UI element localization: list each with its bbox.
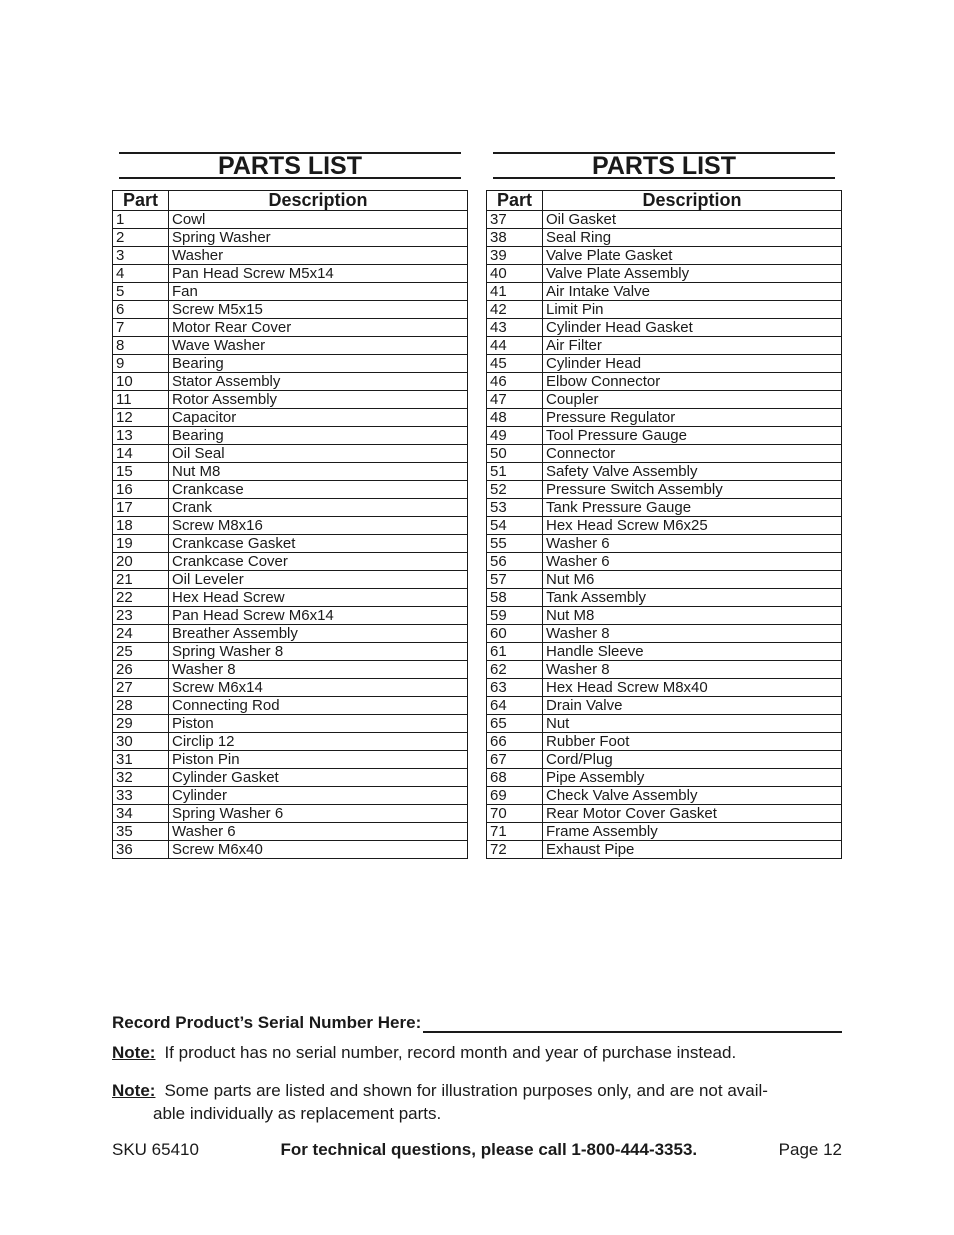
part-number: 54 (487, 517, 543, 535)
table-row (487, 301, 842, 319)
part-description: Cowl (169, 211, 468, 229)
part-number: 59 (487, 607, 543, 625)
part-number: 23 (113, 607, 169, 625)
table-row (487, 589, 842, 607)
note-parts (112, 1079, 842, 1125)
part-description: Elbow Connector (543, 373, 842, 391)
part-number: 9 (113, 355, 169, 373)
part-number: 68 (487, 769, 543, 787)
part-description: Nut M6 (543, 571, 842, 589)
part-description: Screw M5x15 (169, 301, 468, 319)
part-description: Coupler (543, 391, 842, 409)
table-row (113, 445, 468, 463)
table-row (487, 355, 842, 373)
part-description: Spring Washer (169, 229, 468, 247)
tech-support-line: For technical questions, please call 1-800-444-3353. (280, 1140, 698, 1159)
part-number: 60 (487, 625, 543, 643)
table-row (113, 481, 468, 499)
part-number: 45 (487, 355, 543, 373)
part-description: Tank Assembly (543, 589, 842, 607)
part-description: Connector (543, 445, 842, 463)
part-number: 62 (487, 661, 543, 679)
part-number: 24 (113, 625, 169, 643)
part-number: 2 (113, 229, 169, 247)
part-description: Screw M6x14 (169, 679, 468, 697)
part-number: 34 (113, 805, 169, 823)
part-number: 72 (487, 841, 543, 859)
part-description: Valve Plate Gasket (543, 247, 842, 265)
table-row (113, 409, 468, 427)
part-description: Washer 8 (169, 661, 468, 679)
part-number: 33 (113, 787, 169, 805)
table-row (113, 805, 468, 823)
table-row (487, 247, 842, 265)
table-row (113, 229, 468, 247)
part-description: Cylinder Head (543, 355, 842, 373)
part-number: 17 (113, 499, 169, 517)
part-number: 46 (487, 373, 543, 391)
table-row (113, 715, 468, 733)
serial-number-record (112, 1013, 842, 1033)
part-number: 30 (113, 733, 169, 751)
part-number: 35 (113, 823, 169, 841)
description-column-header: Description (543, 191, 842, 211)
part-number: 69 (487, 787, 543, 805)
parts-list-title: PARTS LIST (119, 152, 461, 179)
part-description: Cylinder (169, 787, 468, 805)
part-number: 57 (487, 571, 543, 589)
table-row (487, 625, 842, 643)
part-description: Pressure Switch Assembly (543, 481, 842, 499)
table-row (113, 283, 468, 301)
part-number: 5 (113, 283, 169, 301)
part-description: Wave Washer (169, 337, 468, 355)
table-row (487, 607, 842, 625)
part-description: Handle Sleeve (543, 643, 842, 661)
part-description: Pan Head Screw M6x14 (169, 607, 468, 625)
part-description: Fan (169, 283, 468, 301)
table-row (487, 445, 842, 463)
part-description: Oil Seal (169, 445, 468, 463)
table-row (113, 265, 468, 283)
part-number: 12 (113, 409, 169, 427)
part-number: 71 (487, 823, 543, 841)
part-number: 47 (487, 391, 543, 409)
table-row (113, 589, 468, 607)
table-row (487, 841, 842, 859)
part-number: 58 (487, 589, 543, 607)
table-row (487, 517, 842, 535)
note-label: Note: (112, 1043, 156, 1062)
part-description: Spring Washer 6 (169, 805, 468, 823)
table-row (113, 769, 468, 787)
part-number: 52 (487, 481, 543, 499)
parts-list-left (112, 152, 468, 859)
part-number: 29 (113, 715, 169, 733)
part-number: 63 (487, 679, 543, 697)
part-description: Tank Pressure Gauge (543, 499, 842, 517)
part-description: Cylinder Head Gasket (543, 319, 842, 337)
part-description: Washer (169, 247, 468, 265)
part-number: 53 (487, 499, 543, 517)
part-number: 10 (113, 373, 169, 391)
page-footer (112, 1140, 842, 1160)
part-description: Air Filter (543, 337, 842, 355)
part-description: Limit Pin (543, 301, 842, 319)
part-description: Pressure Regulator (543, 409, 842, 427)
table-row (113, 301, 468, 319)
table-row (113, 211, 468, 229)
part-number: 19 (113, 535, 169, 553)
table-row (113, 319, 468, 337)
part-number: 22 (113, 589, 169, 607)
part-description: Rotor Assembly (169, 391, 468, 409)
part-number: 27 (113, 679, 169, 697)
part-description: Washer 6 (169, 823, 468, 841)
table-row (487, 283, 842, 301)
part-number: 21 (113, 571, 169, 589)
part-description: Crankcase (169, 481, 468, 499)
table-row (113, 607, 468, 625)
part-number: 28 (113, 697, 169, 715)
table-row (487, 787, 842, 805)
note-serial (112, 1043, 842, 1063)
part-description: Washer 6 (543, 535, 842, 553)
table-row (113, 553, 468, 571)
description-column-header: Description (169, 191, 468, 211)
part-description: Connecting Rod (169, 697, 468, 715)
table-row (113, 625, 468, 643)
part-number: 1 (113, 211, 169, 229)
part-number: 32 (113, 769, 169, 787)
part-number: 4 (113, 265, 169, 283)
table-row (487, 391, 842, 409)
part-description: Exhaust Pipe (543, 841, 842, 859)
part-number: 51 (487, 463, 543, 481)
part-description: Pipe Assembly (543, 769, 842, 787)
part-description: Crank (169, 499, 468, 517)
part-number: 31 (113, 751, 169, 769)
part-description: Pan Head Screw M5x14 (169, 265, 468, 283)
part-number: 25 (113, 643, 169, 661)
part-number: 14 (113, 445, 169, 463)
table-row (487, 715, 842, 733)
note-text-continued: able individually as replacement parts. (153, 1104, 442, 1123)
table-row (113, 247, 468, 265)
part-description: Drain Valve (543, 697, 842, 715)
part-description: Seal Ring (543, 229, 842, 247)
part-number: 56 (487, 553, 543, 571)
part-number: 61 (487, 643, 543, 661)
serial-number-line (423, 1013, 842, 1033)
table-row (487, 769, 842, 787)
table-row (487, 481, 842, 499)
table-row (113, 841, 468, 859)
serial-number-label: Record Product’s Serial Number Here: (112, 1013, 422, 1032)
part-column-header: Part (113, 191, 169, 211)
table-header-row (487, 191, 842, 211)
part-number: 8 (113, 337, 169, 355)
part-description: Nut M8 (169, 463, 468, 481)
part-number: 20 (113, 553, 169, 571)
part-description: Washer 8 (543, 661, 842, 679)
table-row (487, 679, 842, 697)
table-row (487, 319, 842, 337)
part-number: 26 (113, 661, 169, 679)
table-row (113, 787, 468, 805)
parts-table-right (486, 190, 842, 859)
part-description: Hex Head Screw (169, 589, 468, 607)
sku-number: SKU 65410 (112, 1140, 199, 1159)
part-description: Nut M8 (543, 607, 842, 625)
table-row (113, 337, 468, 355)
part-description: Hex Head Screw M6x25 (543, 517, 842, 535)
part-number: 37 (487, 211, 543, 229)
table-row (113, 823, 468, 841)
part-description: Piston (169, 715, 468, 733)
part-description: Washer 6 (543, 553, 842, 571)
table-row (487, 265, 842, 283)
table-row (113, 751, 468, 769)
part-description: Rubber Foot (543, 733, 842, 751)
table-row (487, 211, 842, 229)
part-number: 67 (487, 751, 543, 769)
table-row (113, 355, 468, 373)
part-number: 38 (487, 229, 543, 247)
note-text: Some parts are listed and shown for illustration purposes only, and are not avail- (164, 1081, 768, 1100)
table-row (113, 571, 468, 589)
note-text: If product has no serial number, record month and year of purchase instead. (164, 1043, 737, 1062)
part-description: Bearing (169, 427, 468, 445)
table-row (487, 535, 842, 553)
part-number: 66 (487, 733, 543, 751)
part-number: 18 (113, 517, 169, 535)
table-row (487, 805, 842, 823)
note-label: Note: (112, 1081, 156, 1100)
parts-list-title: PARTS LIST (493, 152, 835, 179)
part-column-header: Part (487, 191, 543, 211)
table-row (113, 535, 468, 553)
part-description: Screw M6x40 (169, 841, 468, 859)
table-row (487, 733, 842, 751)
part-number: 43 (487, 319, 543, 337)
part-number: 3 (113, 247, 169, 265)
part-description: Hex Head Screw M8x40 (543, 679, 842, 697)
table-row (487, 427, 842, 445)
table-row (113, 391, 468, 409)
part-description: Piston Pin (169, 751, 468, 769)
part-number: 55 (487, 535, 543, 553)
table-row (113, 499, 468, 517)
parts-table-body (487, 211, 842, 859)
part-number: 50 (487, 445, 543, 463)
part-description: Tool Pressure Gauge (543, 427, 842, 445)
part-number: 6 (113, 301, 169, 319)
part-number: 11 (113, 391, 169, 409)
part-description: Capacitor (169, 409, 468, 427)
part-description: Breather Assembly (169, 625, 468, 643)
part-description: Screw M8x16 (169, 517, 468, 535)
part-number: 44 (487, 337, 543, 355)
part-description: Cylinder Gasket (169, 769, 468, 787)
parts-table-body (113, 211, 468, 859)
parts-list-right (486, 152, 842, 859)
part-number: 42 (487, 301, 543, 319)
table-row (113, 697, 468, 715)
table-row (113, 679, 468, 697)
page-number: Page 12 (778, 1140, 842, 1159)
table-row (113, 517, 468, 535)
table-row (113, 643, 468, 661)
table-row (487, 697, 842, 715)
part-description: Crankcase Gasket (169, 535, 468, 553)
table-row (487, 643, 842, 661)
part-description: Crankcase Cover (169, 553, 468, 571)
table-row (113, 733, 468, 751)
table-row (487, 373, 842, 391)
part-description: Air Intake Valve (543, 283, 842, 301)
table-row (487, 571, 842, 589)
table-row (487, 463, 842, 481)
part-description: Rear Motor Cover Gasket (543, 805, 842, 823)
part-number: 36 (113, 841, 169, 859)
table-row (113, 427, 468, 445)
part-description: Safety Valve Assembly (543, 463, 842, 481)
table-header-row (113, 191, 468, 211)
part-number: 7 (113, 319, 169, 337)
part-description: Nut (543, 715, 842, 733)
table-row (487, 499, 842, 517)
part-number: 41 (487, 283, 543, 301)
part-description: Washer 8 (543, 625, 842, 643)
parts-table-left (112, 190, 468, 859)
part-number: 13 (113, 427, 169, 445)
part-description: Valve Plate Assembly (543, 265, 842, 283)
part-description: Motor Rear Cover (169, 319, 468, 337)
table-row (487, 553, 842, 571)
part-description: Stator Assembly (169, 373, 468, 391)
part-description: Spring Washer 8 (169, 643, 468, 661)
part-number: 64 (487, 697, 543, 715)
table-row (113, 373, 468, 391)
table-row (487, 337, 842, 355)
part-description: Cord/Plug (543, 751, 842, 769)
part-description: Oil Gasket (543, 211, 842, 229)
part-description: Oil Leveler (169, 571, 468, 589)
part-number: 65 (487, 715, 543, 733)
part-number: 40 (487, 265, 543, 283)
table-row (113, 463, 468, 481)
part-number: 48 (487, 409, 543, 427)
part-number: 16 (113, 481, 169, 499)
part-description: Frame Assembly (543, 823, 842, 841)
part-number: 70 (487, 805, 543, 823)
table-row (487, 823, 842, 841)
table-row (487, 229, 842, 247)
table-row (487, 661, 842, 679)
table-row (487, 409, 842, 427)
part-number: 39 (487, 247, 543, 265)
part-description: Bearing (169, 355, 468, 373)
table-row (113, 661, 468, 679)
part-number: 49 (487, 427, 543, 445)
part-description: Circlip 12 (169, 733, 468, 751)
part-description: Check Valve Assembly (543, 787, 842, 805)
part-number: 15 (113, 463, 169, 481)
table-row (487, 751, 842, 769)
